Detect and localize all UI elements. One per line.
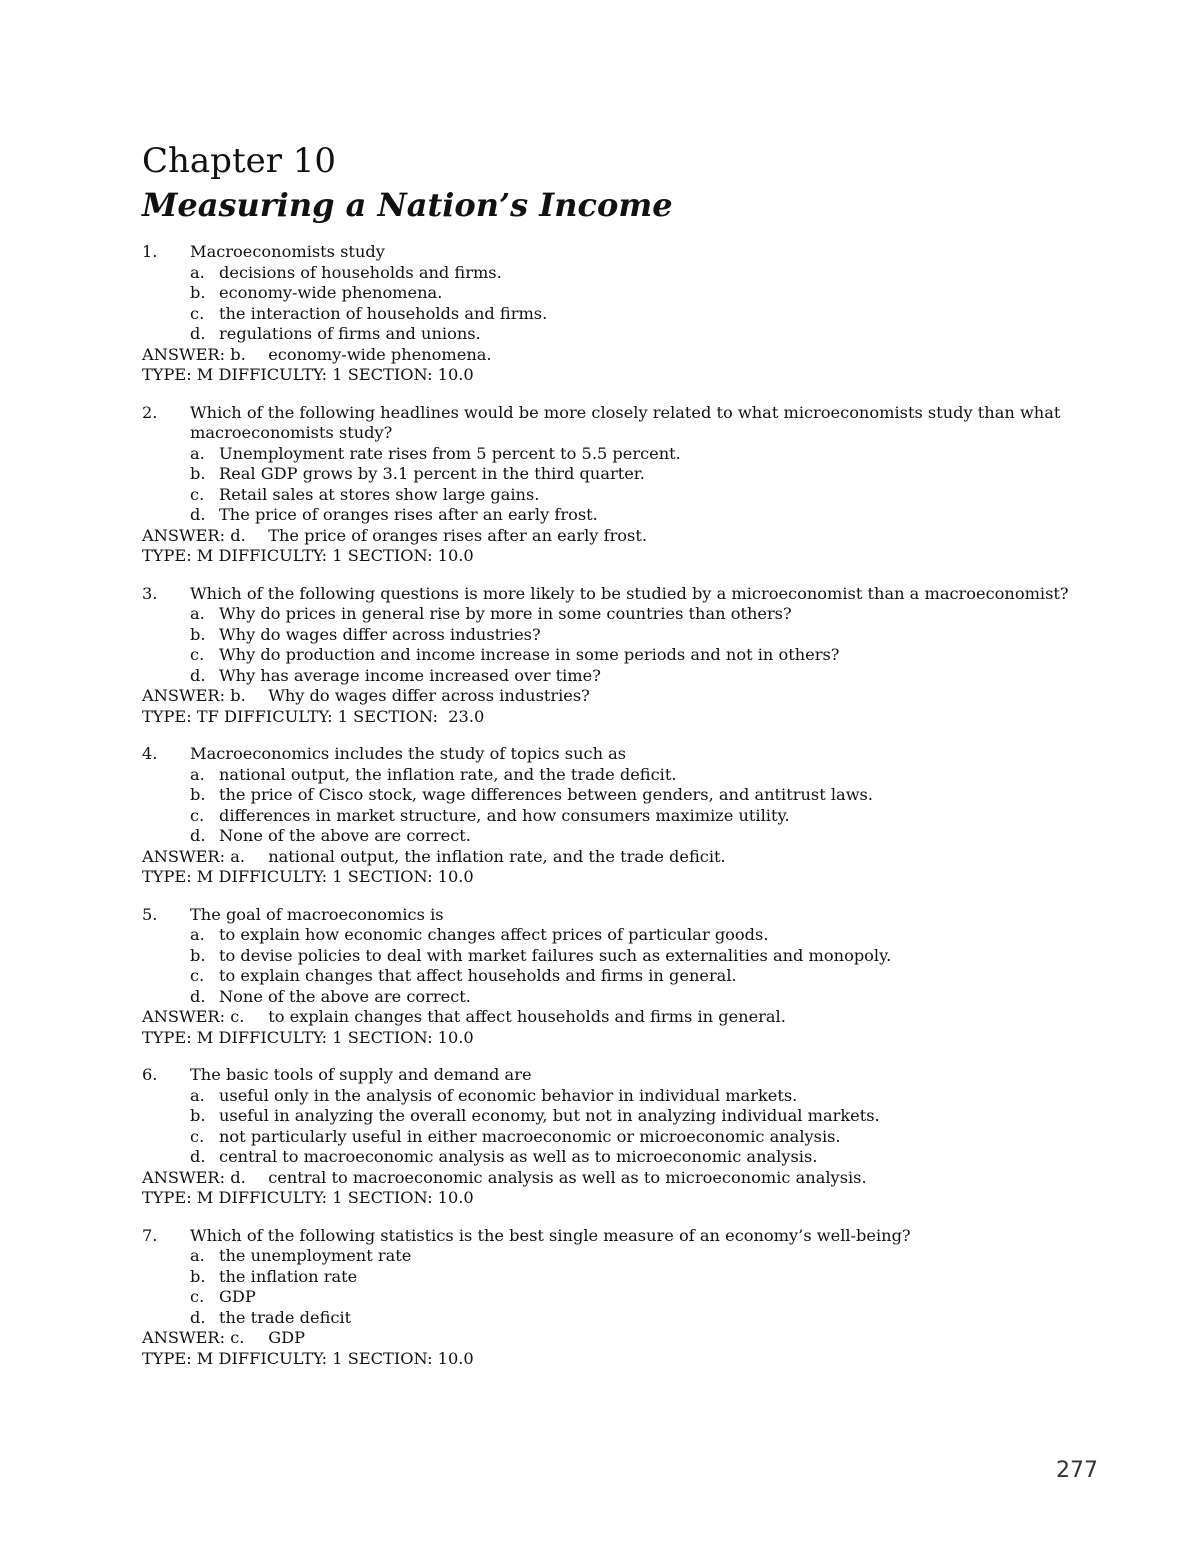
answer-option (142, 925, 1102, 946)
option-text: the trade deficit (219, 1307, 352, 1327)
option-letter: b. (190, 1266, 206, 1286)
answer-letter: c. (230, 1328, 245, 1347)
option-letter: b. (190, 283, 206, 302)
question-item (142, 584, 1102, 728)
option-text: useful only in the analysis of economic behavior in individual markets. (219, 1085, 798, 1105)
answer-option (142, 625, 1102, 646)
option-text: the unemployment rate (219, 1246, 412, 1265)
option-text: differences in market structure, and how consumers maximize utility. (219, 805, 790, 825)
question-text: Macroeconomics includes the study of topics such as (190, 744, 627, 763)
answer-option (142, 1106, 1102, 1127)
answer-label: ANSWER: (142, 344, 226, 364)
option-letter: b. (190, 945, 206, 965)
option-text: Unemployment rate rises from 5 percent to 5.5 percent. (219, 443, 681, 463)
question-item (142, 1065, 1102, 1209)
answer-text: economy-wide phenomena. (268, 344, 492, 364)
option-letter: c. (190, 966, 205, 985)
question-number: 3. (142, 583, 158, 603)
answer-option (142, 765, 1102, 786)
option-letter: a. (190, 925, 205, 944)
question-stem (142, 403, 1102, 444)
option-text: Why do prices in general rise by more in some countries than others? (219, 604, 792, 623)
answer-text: central to macroeconomic analysis as well as to microeconomic analysis. (268, 1167, 867, 1187)
question-stem (142, 242, 1102, 263)
option-letter: d. (190, 665, 206, 685)
answer-option (142, 304, 1102, 325)
answer-option (142, 464, 1102, 485)
question-metadata: TYPE: M DIFFICULTY: 1 SECTION: 10.0 (142, 1027, 474, 1047)
option-text: Why do wages differ across industries? (219, 624, 541, 644)
question-stem (142, 584, 1102, 605)
question-stem (142, 1065, 1102, 1086)
option-text: Why has average income increased over time? (219, 665, 601, 685)
option-text: the inflation rate (219, 1266, 358, 1286)
answer-text: to explain changes that affect households and firms in general. (268, 1007, 786, 1026)
option-letter: b. (190, 624, 206, 644)
option-text: useful in analyzing the overall economy, but not in analyzing individual markets. (219, 1106, 880, 1125)
option-letter: a. (190, 443, 205, 463)
question-item (142, 242, 1102, 386)
answer-key (142, 345, 1102, 366)
question-number: 2. (142, 402, 158, 422)
question-metadata: TYPE: M DIFFICULTY: 1 SECTION: 10.0 (142, 365, 474, 384)
question-item (142, 905, 1102, 1049)
option-text: central to macroeconomic analysis as well as to microeconomic analysis. (219, 1147, 818, 1166)
answer-key (142, 526, 1102, 547)
option-text: national output, the inflation rate, and the trade deficit. (219, 764, 677, 784)
question-text: The goal of macroeconomics is (190, 904, 444, 924)
question-number: 1. (142, 242, 158, 261)
page-number: 277 (1056, 1458, 1098, 1483)
answer-option (142, 263, 1102, 284)
option-text: to devise policies to deal with market failures such as externalities and monopoly. (219, 945, 892, 965)
option-letter: c. (190, 484, 205, 504)
answer-option (142, 806, 1102, 827)
answer-option (142, 666, 1102, 687)
option-letter: d. (190, 324, 206, 343)
option-text: None of the above are correct. (219, 826, 471, 845)
option-letter: c. (190, 303, 205, 323)
answer-option (142, 1246, 1102, 1267)
question-text: Which of the following questions is more likely to be studied by a microeconomist than a macroeconomist? (190, 583, 1069, 603)
answer-letter: d. (230, 1167, 246, 1187)
question-stem (142, 905, 1102, 926)
option-letter: c. (190, 645, 205, 664)
answer-option (142, 1308, 1102, 1329)
question-metadata: TYPE: TF DIFFICULTY: 1 SECTION: 23.0 (142, 706, 485, 726)
question-list (142, 242, 1102, 1386)
option-text: economy-wide phenomena. (219, 283, 443, 302)
option-letter: c. (190, 1287, 205, 1306)
option-letter: a. (190, 262, 205, 282)
answer-key (142, 1007, 1102, 1028)
answer-label: ANSWER: (142, 846, 226, 866)
answer-option (142, 645, 1102, 666)
question-metadata: TYPE: M DIFFICULTY: 1 SECTION: 10.0 (142, 867, 474, 886)
question-text: Macroeconomists study (190, 242, 385, 261)
option-text: to explain how economic changes affect prices of particular goods. (219, 925, 769, 944)
answer-option (142, 946, 1102, 967)
answer-key (142, 1328, 1102, 1349)
answer-key (142, 1168, 1102, 1189)
option-text: Retail sales at stores show large gains. (219, 484, 540, 504)
chapter-title: Chapter 10 (142, 141, 337, 181)
option-text: the price of Cisco stock, wage differences between genders, and antitrust laws. (219, 785, 873, 804)
answer-letter: c. (230, 1007, 245, 1026)
option-letter: c. (190, 1126, 205, 1146)
answer-label: ANSWER: (142, 1007, 226, 1026)
answer-option (142, 604, 1102, 625)
option-letter: a. (190, 1246, 205, 1265)
question-number: 5. (142, 904, 158, 924)
answer-text: GDP (268, 1328, 306, 1347)
answer-letter: d. (230, 525, 246, 545)
option-letter: b. (190, 464, 206, 483)
option-letter: d. (190, 826, 206, 845)
answer-option (142, 966, 1102, 987)
answer-option (142, 826, 1102, 847)
answer-option (142, 1127, 1102, 1148)
option-text: Real GDP grows by 3.1 percent in the third quarter. (219, 464, 645, 483)
answer-text: Why do wages differ across industries? (268, 686, 590, 705)
option-letter: d. (190, 505, 206, 524)
answer-option (142, 1287, 1102, 1308)
option-text: the interaction of households and firms. (219, 303, 548, 323)
option-letter: d. (190, 1307, 206, 1327)
answer-letter: a. (230, 846, 245, 866)
question-number: 6. (142, 1065, 158, 1084)
option-text: The price of oranges rises after an early frost. (219, 505, 598, 524)
answer-label: ANSWER: (142, 686, 226, 705)
answer-text: national output, the inflation rate, and the trade deficit. (268, 846, 726, 866)
option-letter: c. (190, 805, 205, 825)
question-metadata: TYPE: M DIFFICULTY: 1 SECTION: 10.0 (142, 1348, 474, 1368)
option-text: GDP (219, 1287, 256, 1306)
question-text: Which of the following headlines would be more closely related to what microeconomists study than what macroeconomists study? (190, 402, 1061, 442)
question-text: Which of the following statistics is the best single measure of an economy’s well-being? (190, 1225, 911, 1245)
option-letter: b. (190, 785, 206, 804)
answer-option (142, 987, 1102, 1008)
chapter-subtitle: Measuring a Nation’s Income (142, 186, 673, 224)
answer-key (142, 686, 1102, 707)
question-stem (142, 1226, 1102, 1247)
option-text: not particularly useful in either macroeconomic or microeconomic analysis. (219, 1126, 841, 1146)
option-text: regulations of firms and unions. (219, 324, 481, 343)
answer-option (142, 324, 1102, 345)
answer-option (142, 785, 1102, 806)
question-item (142, 1226, 1102, 1370)
answer-letter: b. (230, 344, 246, 364)
question-number: 7. (142, 1225, 158, 1245)
option-text: Why do production and income increase in some periods and not in others? (219, 645, 840, 664)
option-letter: b. (190, 1106, 206, 1125)
option-letter: a. (190, 764, 205, 784)
option-letter: a. (190, 1085, 205, 1105)
question-text: The basic tools of supply and demand are (190, 1065, 532, 1084)
answer-option (142, 283, 1102, 304)
option-letter: d. (190, 986, 206, 1006)
answer-option (142, 485, 1102, 506)
question-stem (142, 744, 1102, 765)
answer-label: ANSWER: (142, 1328, 226, 1347)
option-text: to explain changes that affect households and firms in general. (219, 966, 737, 985)
question-metadata: TYPE: M DIFFICULTY: 1 SECTION: 10.0 (142, 546, 474, 565)
answer-label: ANSWER: (142, 525, 226, 545)
option-text: decisions of households and firms. (219, 262, 502, 282)
question-metadata: TYPE: M DIFFICULTY: 1 SECTION: 10.0 (142, 1188, 474, 1207)
option-letter: d. (190, 1147, 206, 1166)
question-item (142, 403, 1102, 567)
option-letter: a. (190, 604, 205, 623)
answer-option (142, 505, 1102, 526)
question-number: 4. (142, 744, 158, 763)
answer-option (142, 444, 1102, 465)
option-text: None of the above are correct. (219, 986, 471, 1006)
question-item (142, 744, 1102, 888)
answer-option (142, 1086, 1102, 1107)
answer-option (142, 1267, 1102, 1288)
answer-key (142, 847, 1102, 868)
answer-letter: b. (230, 686, 246, 705)
answer-label: ANSWER: (142, 1167, 226, 1187)
answer-text: The price of oranges rises after an early frost. (268, 525, 648, 545)
answer-option (142, 1147, 1102, 1168)
